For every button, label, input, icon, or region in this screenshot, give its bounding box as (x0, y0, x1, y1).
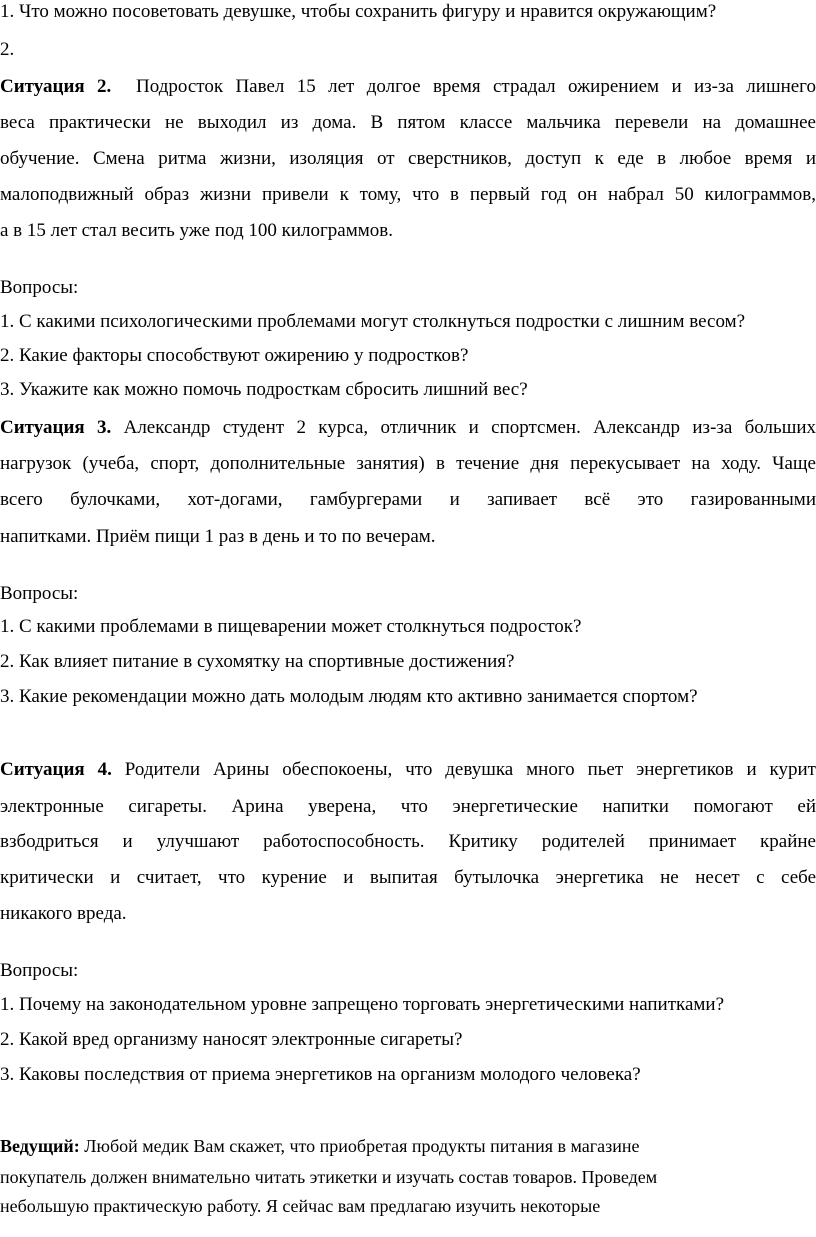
situation-4-line: никакого вреда. (0, 903, 127, 924)
situation-2-line: а в 15 лет стал весить уже под 100 килограммов. (0, 220, 393, 241)
question-item: 2. Как влияет питание в сухомятку на спортивные достижения? (0, 651, 515, 672)
situation-3-line (0, 416, 816, 440)
situation-3-line: напитками. Приём пищи 1 раз в день и то по вечерам. (0, 526, 436, 547)
question-number-line: 2. (0, 39, 15, 60)
host-line (0, 1134, 816, 1158)
question-item: 1. С какими психологическими проблемами могут столкнуться подростки с лишним весом? (0, 311, 746, 332)
question-item: 3. Каковы последствия от приема энергетиков на организм молодого человека? (0, 1064, 641, 1085)
situation-4-label: Ситуация 4. (0, 759, 112, 780)
situation-3-text: Александр студент 2 курса, отличник и спортсмен. Александр из-за больших (123, 417, 816, 438)
situation-2-label: Ситуация 2. (0, 76, 112, 97)
host-label: Ведущий: (0, 1136, 80, 1156)
situation-3-label: Ситуация 3. (0, 417, 112, 438)
situation-4-text: Родители Арины обеспокоены, что девушка много пьет энергетиков и курит (124, 759, 816, 780)
situation-2-line: малоподвижный образ жизни привели к тому, что в первый год он набрал 50 килограммов, (0, 184, 816, 205)
questions-heading: Вопросы: (0, 960, 79, 981)
situation-4-line: критически и считает, что курение и выпитая бутылочка энергетика не несет с себе (0, 867, 816, 888)
question-item: 2. Какие факторы способствуют ожирению у подростков? (0, 345, 469, 366)
question-item: 2. Какой вред организму наносят электронные сигареты? (0, 1029, 463, 1050)
situation-3-line: всего булочками, хот-догами, гамбургерами и запивает всё это газированными (0, 489, 816, 510)
situation-2-line: обучение. Смена ритма жизни, изоляция от сверстников, доступ к еде в любое время и (0, 148, 816, 169)
questions-heading: Вопросы: (0, 277, 79, 298)
question-item: 1. С какими проблемами в пищеварении может столкнуться подросток? (0, 616, 582, 637)
host-line: покупатель должен внимательно читать этикетки и изучать состав товаров. Проведем (0, 1167, 658, 1187)
situation-4-line: взбодриться и улучшают работоспособность. Критику родителей принимает крайне (0, 831, 816, 852)
host-line: небольшую практическую работу. Я сейчас вам предлагаю изучить некоторые (0, 1196, 601, 1216)
situation-4-line: электронные сигареты. Арина уверена, что энергетические напитки помогают ей (0, 796, 816, 817)
question-item: 3. Какие рекомендации можно дать молодым людям кто активно занимается спортом? (0, 686, 698, 707)
host-text: Любой медик Вам скажет, что приобретая продукты питания в магазине (84, 1136, 640, 1156)
situation-2-line (0, 75, 816, 99)
situation-4-line (0, 758, 816, 782)
situation-3-line: нагрузок (учеба, спорт, дополнительные занятия) в течение дня перекусывает на ходу. Чаще (0, 453, 816, 474)
question-item: 3. Укажите как можно помочь подросткам сбросить лишний вес? (0, 379, 528, 400)
questions-heading: Вопросы: (0, 583, 79, 604)
question-item: 1. Почему на законодательном уровне запрещено торговать энергетическими напитками? (0, 994, 725, 1015)
situation-2-line: веса практически не выходил из дома. В пятом классе мальчика перевели на домашнее (0, 112, 816, 133)
situation-2-text: Подросток Павел 15 лет долгое время страдал ожирением и из-за лишнего (136, 76, 816, 97)
question-line: 1. Что можно посоветовать девушке, чтобы сохранить фигуру и нравится окружающим? (0, 1, 717, 22)
